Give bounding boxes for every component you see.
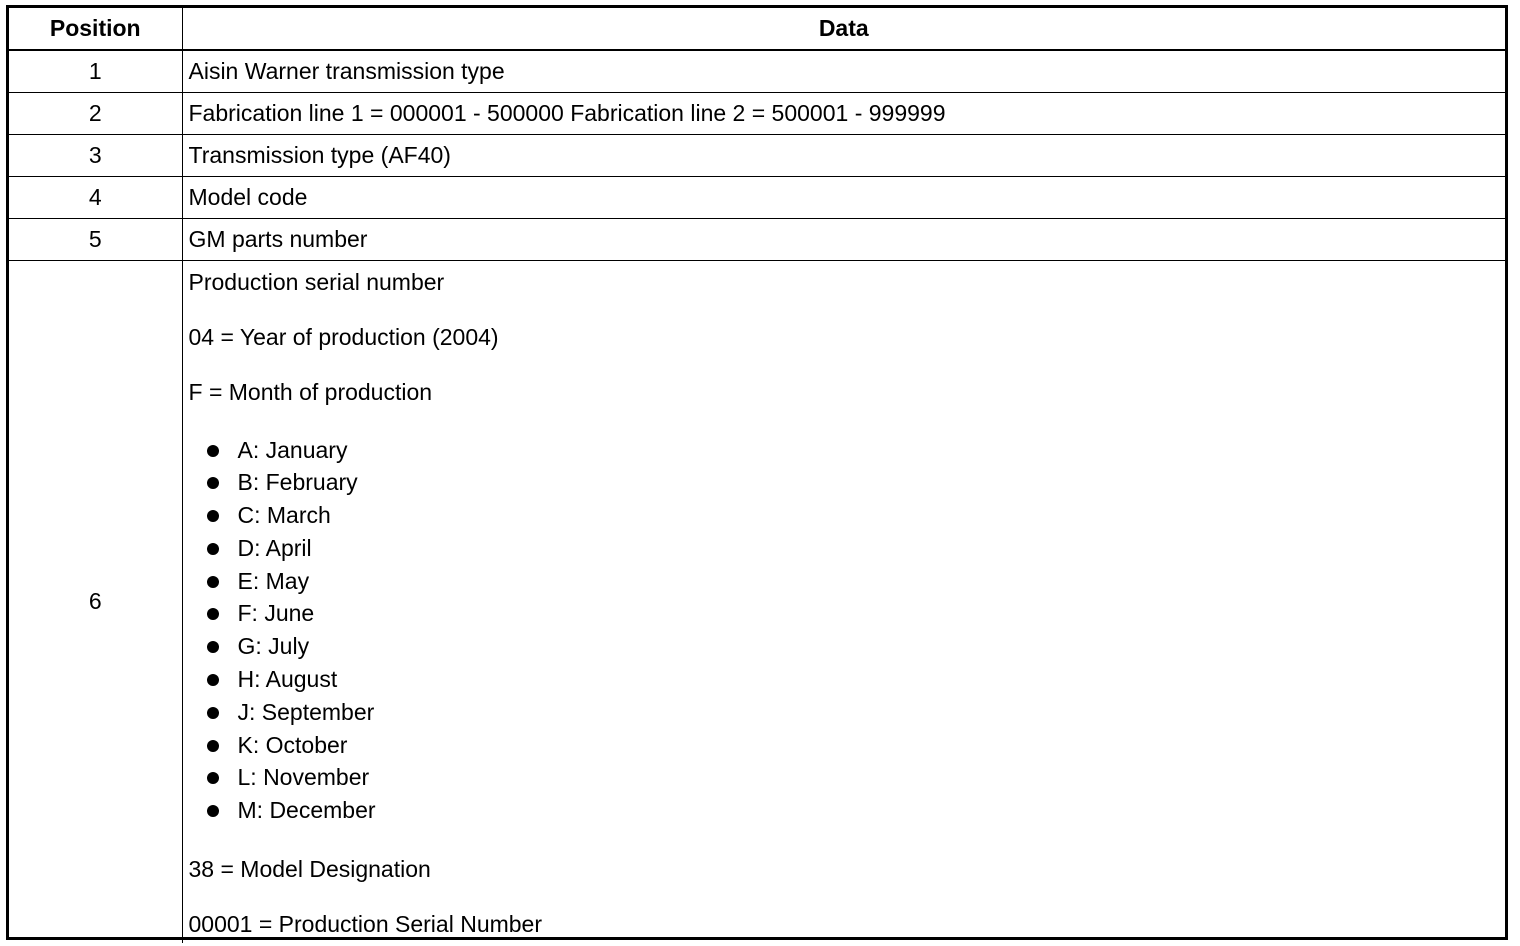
bullet-icon bbox=[207, 608, 219, 620]
month-line: F = Month of production bbox=[188, 378, 433, 405]
data-cell: Fabrication line 1 = 000001 - 500000 Fabrication line 2 = 500001 - 999999 bbox=[182, 92, 1505, 134]
table-row bbox=[9, 176, 1505, 218]
header-row bbox=[9, 8, 1505, 50]
bullet-icon bbox=[207, 707, 219, 719]
bullet-icon bbox=[207, 477, 219, 489]
bullet-icon bbox=[207, 641, 219, 653]
bullet-icon bbox=[207, 543, 219, 555]
data-cell: Transmission type (AF40) bbox=[182, 134, 1505, 176]
bullet-icon bbox=[207, 445, 219, 457]
bullet-icon bbox=[207, 740, 219, 752]
list-item bbox=[189, 565, 1506, 598]
data-cell: GM parts number bbox=[182, 218, 1505, 260]
bullet-icon bbox=[207, 576, 219, 588]
data-cell: Aisin Warner transmission type bbox=[182, 50, 1505, 92]
month-code-label: D: April bbox=[237, 534, 312, 561]
position-header: Position bbox=[9, 8, 182, 50]
bullet-icon bbox=[207, 510, 219, 522]
list-item bbox=[189, 434, 1506, 467]
year-line: 04 = Year of production (2004) bbox=[188, 323, 499, 350]
month-code-list bbox=[189, 434, 1506, 828]
list-item bbox=[189, 794, 1506, 827]
position-data-table bbox=[9, 8, 1505, 943]
month-code-label: M: December bbox=[237, 797, 376, 824]
list-item bbox=[189, 663, 1506, 696]
table-row bbox=[9, 134, 1505, 176]
month-code-label: H: August bbox=[237, 666, 338, 693]
position-cell: 5 bbox=[9, 218, 182, 260]
serial-number-cell bbox=[182, 260, 1505, 943]
position-cell: 3 bbox=[9, 134, 182, 176]
position-cell: 4 bbox=[9, 176, 182, 218]
month-code-label: G: July bbox=[237, 633, 310, 660]
position-cell: 2 bbox=[9, 92, 182, 134]
month-code-label: K: October bbox=[237, 731, 348, 758]
model-line: 38 = Model Designation bbox=[188, 856, 431, 883]
bullet-icon bbox=[207, 674, 219, 686]
list-item bbox=[189, 532, 1506, 565]
month-code-label: J: September bbox=[237, 698, 375, 725]
list-item bbox=[189, 761, 1506, 794]
table-row bbox=[9, 50, 1505, 92]
table-row-serial bbox=[9, 260, 1505, 943]
list-item bbox=[189, 466, 1506, 499]
position-cell: 1 bbox=[9, 50, 182, 92]
serial-title: Production serial number bbox=[188, 268, 445, 295]
month-code-label: F: June bbox=[237, 600, 315, 627]
list-item bbox=[189, 729, 1506, 762]
bullet-icon bbox=[207, 805, 219, 817]
list-item bbox=[189, 597, 1506, 630]
month-code-label: C: March bbox=[237, 502, 331, 529]
serial-line: 00001 = Production Serial Number bbox=[188, 911, 543, 938]
list-item bbox=[189, 630, 1506, 663]
list-item bbox=[189, 499, 1506, 532]
data-cell: Model code bbox=[182, 176, 1505, 218]
month-code-label: B: February bbox=[237, 469, 358, 496]
month-code-label: A: January bbox=[237, 436, 348, 463]
month-code-label: E: May bbox=[237, 567, 310, 594]
list-item bbox=[189, 696, 1506, 729]
data-table-frame bbox=[6, 5, 1508, 940]
table-row bbox=[9, 218, 1505, 260]
data-header: Data bbox=[182, 8, 1505, 50]
table-row bbox=[9, 92, 1505, 134]
bullet-icon bbox=[207, 772, 219, 784]
position-cell: 6 bbox=[9, 260, 182, 943]
month-code-label: L: November bbox=[237, 764, 370, 791]
